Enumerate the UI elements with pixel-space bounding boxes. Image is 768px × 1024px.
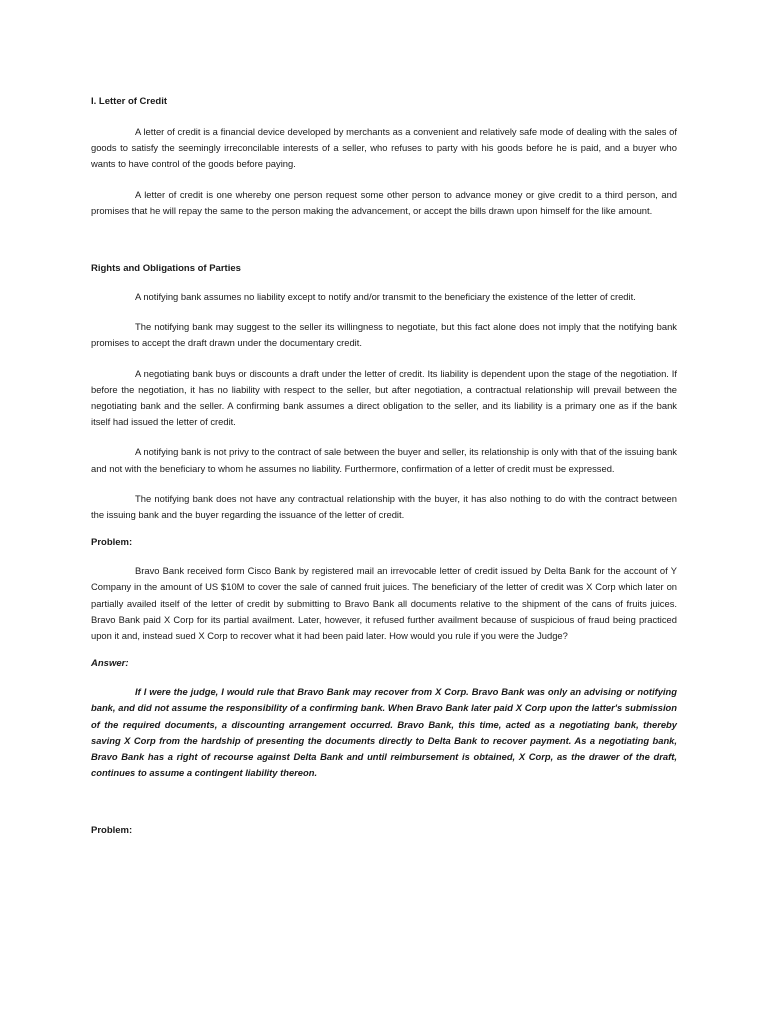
rights-heading: Rights and Obligations of Parties xyxy=(91,263,241,275)
intro-paragraph: A letter of credit is one whereby one person request some other person to advance money or give credit to a third person, and promises that he will repay the same to the person making the advancement, or accept the bills drawn upon himself for the like amount. xyxy=(91,188,677,216)
answer-label: Answer: xyxy=(91,658,129,670)
answer-text: If I were the judge, I would rule that Bravo Bank may recover from X Corp. Bravo Bank was only an advising or notifying bank, and did not assume the responsibility of a confirming bank. When Bravo Bank later paid X Corp upon the latter's submission of the required documents, a discounting arrangement occurred. Bravo Bank, this time, acted as a negotiating bank, thereby saving X Corp from the hardship of presenting the documents directly to Delta Bank to recover payment. As a negotiating bank, Bravo Bank has a right of recourse against Delta Bank and until reimbursement is obtained, X Corp, as the drawer of the draft, continues to assume a contingent liability thereon. xyxy=(91,686,677,779)
intro-paragraph: A letter of credit is a financial device developed by merchants as a convenient and relatively safe mode of dealing with the sales of goods to satisfy the seemingly irreconcilable interests of a seller, who refuses to party with his goods before he is paid, and a buyer who wants to have control of the goods before paying. xyxy=(91,126,677,170)
rights-paragraph: A notifying bank assumes no liability except to notify and/or transmit to the beneficiary the existence of the letter of credit. xyxy=(135,291,636,303)
problem-text: Bravo Bank received form Cisco Bank by registered mail an irrevocable letter of credit issued by Delta Bank for the account of Y Company in the amount of US $10M to cover the sale of canned fruit juices. The beneficiary of the letter of credit was X Corp which later on partially availed itself of the letter of credit by submitting to Bravo Bank all documents relative to the shipment of the cans of fruits juices. Bravo Bank paid X Corp for its partial availment. Later, however, it refused further availment because of suspicious of fraud being practiced upon it and, instead sued X Corp to recover what it had been paid later. How would you rule if you were the Judge? xyxy=(91,565,677,642)
rights-paragraph: The notifying bank does not have any contractual relationship with the buyer, it has also nothing to do with the contract between the issuing bank and the buyer regarding the issuance of the letter of credit. xyxy=(91,492,677,521)
section-title: I. Letter of Credit xyxy=(91,96,168,107)
rights-paragraph: A negotiating bank buys or discounts a draft under the letter of credit. Its liability is dependent upon the stage of the negotiation. If before the negotiation, it has no liability with respect to the seller, but after negotiation, a contractual relationship will prevail between the negotiating bank and the seller. A confirming bank assumes a direct obligation to the seller, and its liability is a primary one as if the bank itself had issued the letter of credit. xyxy=(91,367,677,428)
rights-paragraph: The notifying bank may suggest to the seller its willingness to negotiate, but this fact alone does not imply that the notifying bank promises to accept the draft drawn under the documentary credit. xyxy=(91,321,677,349)
rights-paragraph: A notifying bank is not privy to the contract of sale between the buyer and seller, its relationship is only with that of the issuing bank and not with the beneficiary to whom he assumes no liability. Furthermore, confirmation of a letter of credit must be expressed. xyxy=(91,446,677,474)
problem-label: Problem: xyxy=(91,537,133,549)
problem-label-2: Problem: xyxy=(91,825,133,837)
